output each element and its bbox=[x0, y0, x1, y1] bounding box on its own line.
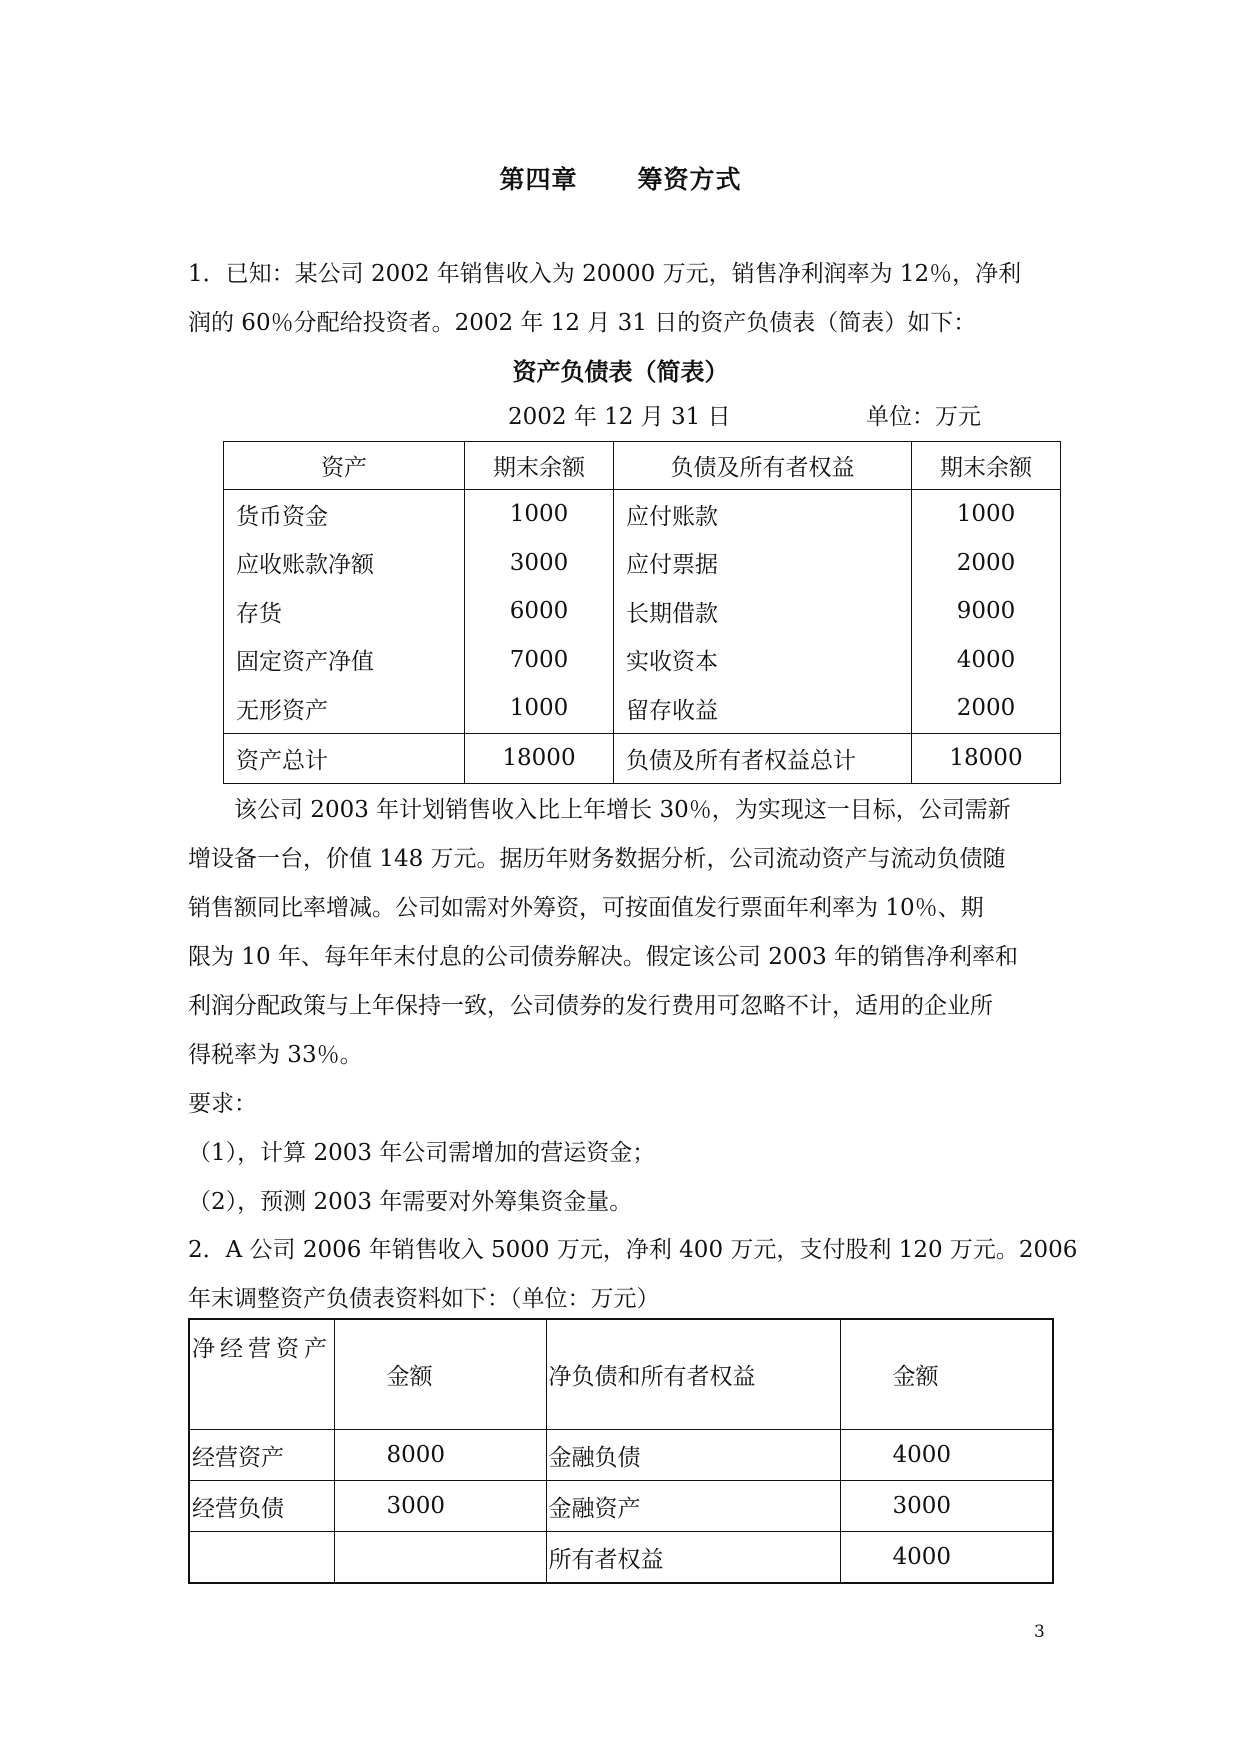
header-cell: 负债及所有者权益 bbox=[614, 442, 912, 490]
header-cell: 金额 bbox=[840, 1319, 1053, 1430]
table-row bbox=[224, 539, 1061, 588]
text-line: 润的 60％分配给投资者。2002 年 12 月 31 日的资产负债表（简表）如下： bbox=[188, 310, 977, 336]
table-row bbox=[224, 587, 1061, 636]
text-line: 限为 10 年、每年年末付息的公司债券解决。假定该公司 2003 年的销售净利率和 bbox=[188, 944, 1019, 970]
page-number: 3 bbox=[1034, 1622, 1045, 1642]
asset-name: 货币资金 bbox=[224, 490, 465, 539]
table-cell: 8000 bbox=[334, 1430, 546, 1481]
text-line: 销售额同比率增减。公司如需对外筹资，可按面值发行票面年利率为 10％、期 bbox=[188, 895, 984, 921]
balance-sheet-date: 2002 年 12 月 31 日 bbox=[508, 404, 731, 430]
asset-name: 固定资产净值 bbox=[224, 636, 465, 685]
text-line: 增设备一台，价值 148 万元。据历年财务数据分析，公司流动资产与流动负债随 bbox=[188, 846, 1006, 872]
table-cell: 经营负债 bbox=[189, 1481, 334, 1532]
balance-sheet-unit: 单位：万元 bbox=[866, 404, 981, 430]
text-line: 利润分配政策与上年保持一致，公司债券的发行费用可忽略不计，适用的企业所 bbox=[188, 993, 993, 1019]
total-amount: 18000 bbox=[912, 733, 1061, 783]
table-row bbox=[224, 490, 1061, 539]
asset-name: 存货 bbox=[224, 587, 465, 636]
asset-name: 无形资产 bbox=[224, 684, 465, 733]
table-row bbox=[189, 1532, 1053, 1584]
asset-amount: 1000 bbox=[465, 490, 614, 539]
requirement-item: （1），计算 2003 年公司需增加的营运资金； bbox=[188, 1140, 656, 1166]
requirements-label: 要求： bbox=[188, 1091, 257, 1117]
table-cell: 4000 bbox=[840, 1430, 1053, 1481]
liability-name: 应付票据 bbox=[614, 539, 912, 588]
liability-amount: 4000 bbox=[912, 636, 1061, 685]
balance-sheet-title: 资产负债表（简表） bbox=[512, 357, 729, 386]
total-amount: 18000 bbox=[465, 733, 614, 783]
question-1-intro bbox=[188, 250, 1058, 348]
table-row bbox=[224, 684, 1061, 733]
chapter-name: 筹资方式 bbox=[637, 165, 742, 194]
total-label: 负债及所有者权益总计 bbox=[614, 733, 912, 783]
table-cell: 金融负债 bbox=[546, 1430, 840, 1481]
text-line: 该公司 2003 年计划销售收入比上年增长 30％，为实现这一目标，公司需新 bbox=[234, 797, 1011, 823]
total-label: 资产总计 bbox=[224, 733, 465, 783]
header-cell: 资产 bbox=[224, 442, 465, 490]
asset-amount: 6000 bbox=[465, 587, 614, 636]
table-total-row bbox=[224, 733, 1061, 783]
table-cell bbox=[189, 1532, 334, 1584]
table-cell: 金融资产 bbox=[546, 1481, 840, 1532]
liability-name: 应付账款 bbox=[614, 490, 912, 539]
liability-name: 留存收益 bbox=[614, 684, 912, 733]
table-cell: 3000 bbox=[840, 1481, 1053, 1532]
table-cell: 3000 bbox=[334, 1481, 546, 1532]
liability-amount: 9000 bbox=[912, 587, 1061, 636]
text-line: 得税率为 33％。 bbox=[188, 1042, 363, 1068]
adjusted-balance-sheet-table bbox=[188, 1318, 1054, 1584]
liability-amount: 1000 bbox=[912, 490, 1061, 539]
liability-amount: 2000 bbox=[912, 539, 1061, 588]
liability-name: 实收资本 bbox=[614, 636, 912, 685]
table-cell: 经营资产 bbox=[189, 1430, 334, 1481]
header-cell: 净负债和所有者权益 bbox=[546, 1319, 840, 1430]
text-line: 年末调整资产负债表资料如下：（单位：万元） bbox=[188, 1286, 660, 1312]
chapter-title bbox=[0, 160, 1241, 196]
text-line: 1．已知：某公司 2002 年销售收入为 20000 万元，销售净利润率为 12％，净利 bbox=[188, 261, 1022, 287]
asset-amount: 7000 bbox=[465, 636, 614, 685]
asset-name: 应收账款净额 bbox=[224, 539, 465, 588]
table-header-row bbox=[224, 442, 1061, 490]
header-cell: 期末余额 bbox=[912, 442, 1061, 490]
table-cell: 所有者权益 bbox=[546, 1532, 840, 1584]
asset-amount: 3000 bbox=[465, 539, 614, 588]
asset-amount: 1000 bbox=[465, 684, 614, 733]
text-line: 2．A 公司 2006 年销售收入 5000 万元，净利 400 万元，支付股利 120 万元。2006 bbox=[188, 1237, 1078, 1263]
table-cell bbox=[334, 1532, 546, 1584]
header-cell: 金额 bbox=[334, 1319, 546, 1430]
question-1-body bbox=[188, 786, 1058, 1227]
table-header-row bbox=[189, 1319, 1053, 1430]
chapter-number: 第四章 bbox=[499, 165, 578, 194]
balance-sheet-table bbox=[223, 441, 1061, 784]
requirement-item: （2），预测 2003 年需要对外筹集资金量。 bbox=[188, 1189, 633, 1215]
liability-name: 长期借款 bbox=[614, 587, 912, 636]
header-cell: 期末余额 bbox=[465, 442, 614, 490]
header-cell: 净经营资产 bbox=[189, 1319, 334, 1430]
table-row bbox=[189, 1430, 1053, 1481]
table-row bbox=[224, 636, 1061, 685]
table-cell: 4000 bbox=[840, 1532, 1053, 1584]
liability-amount: 2000 bbox=[912, 684, 1061, 733]
table-row bbox=[189, 1481, 1053, 1532]
question-2-intro bbox=[188, 1226, 1078, 1324]
